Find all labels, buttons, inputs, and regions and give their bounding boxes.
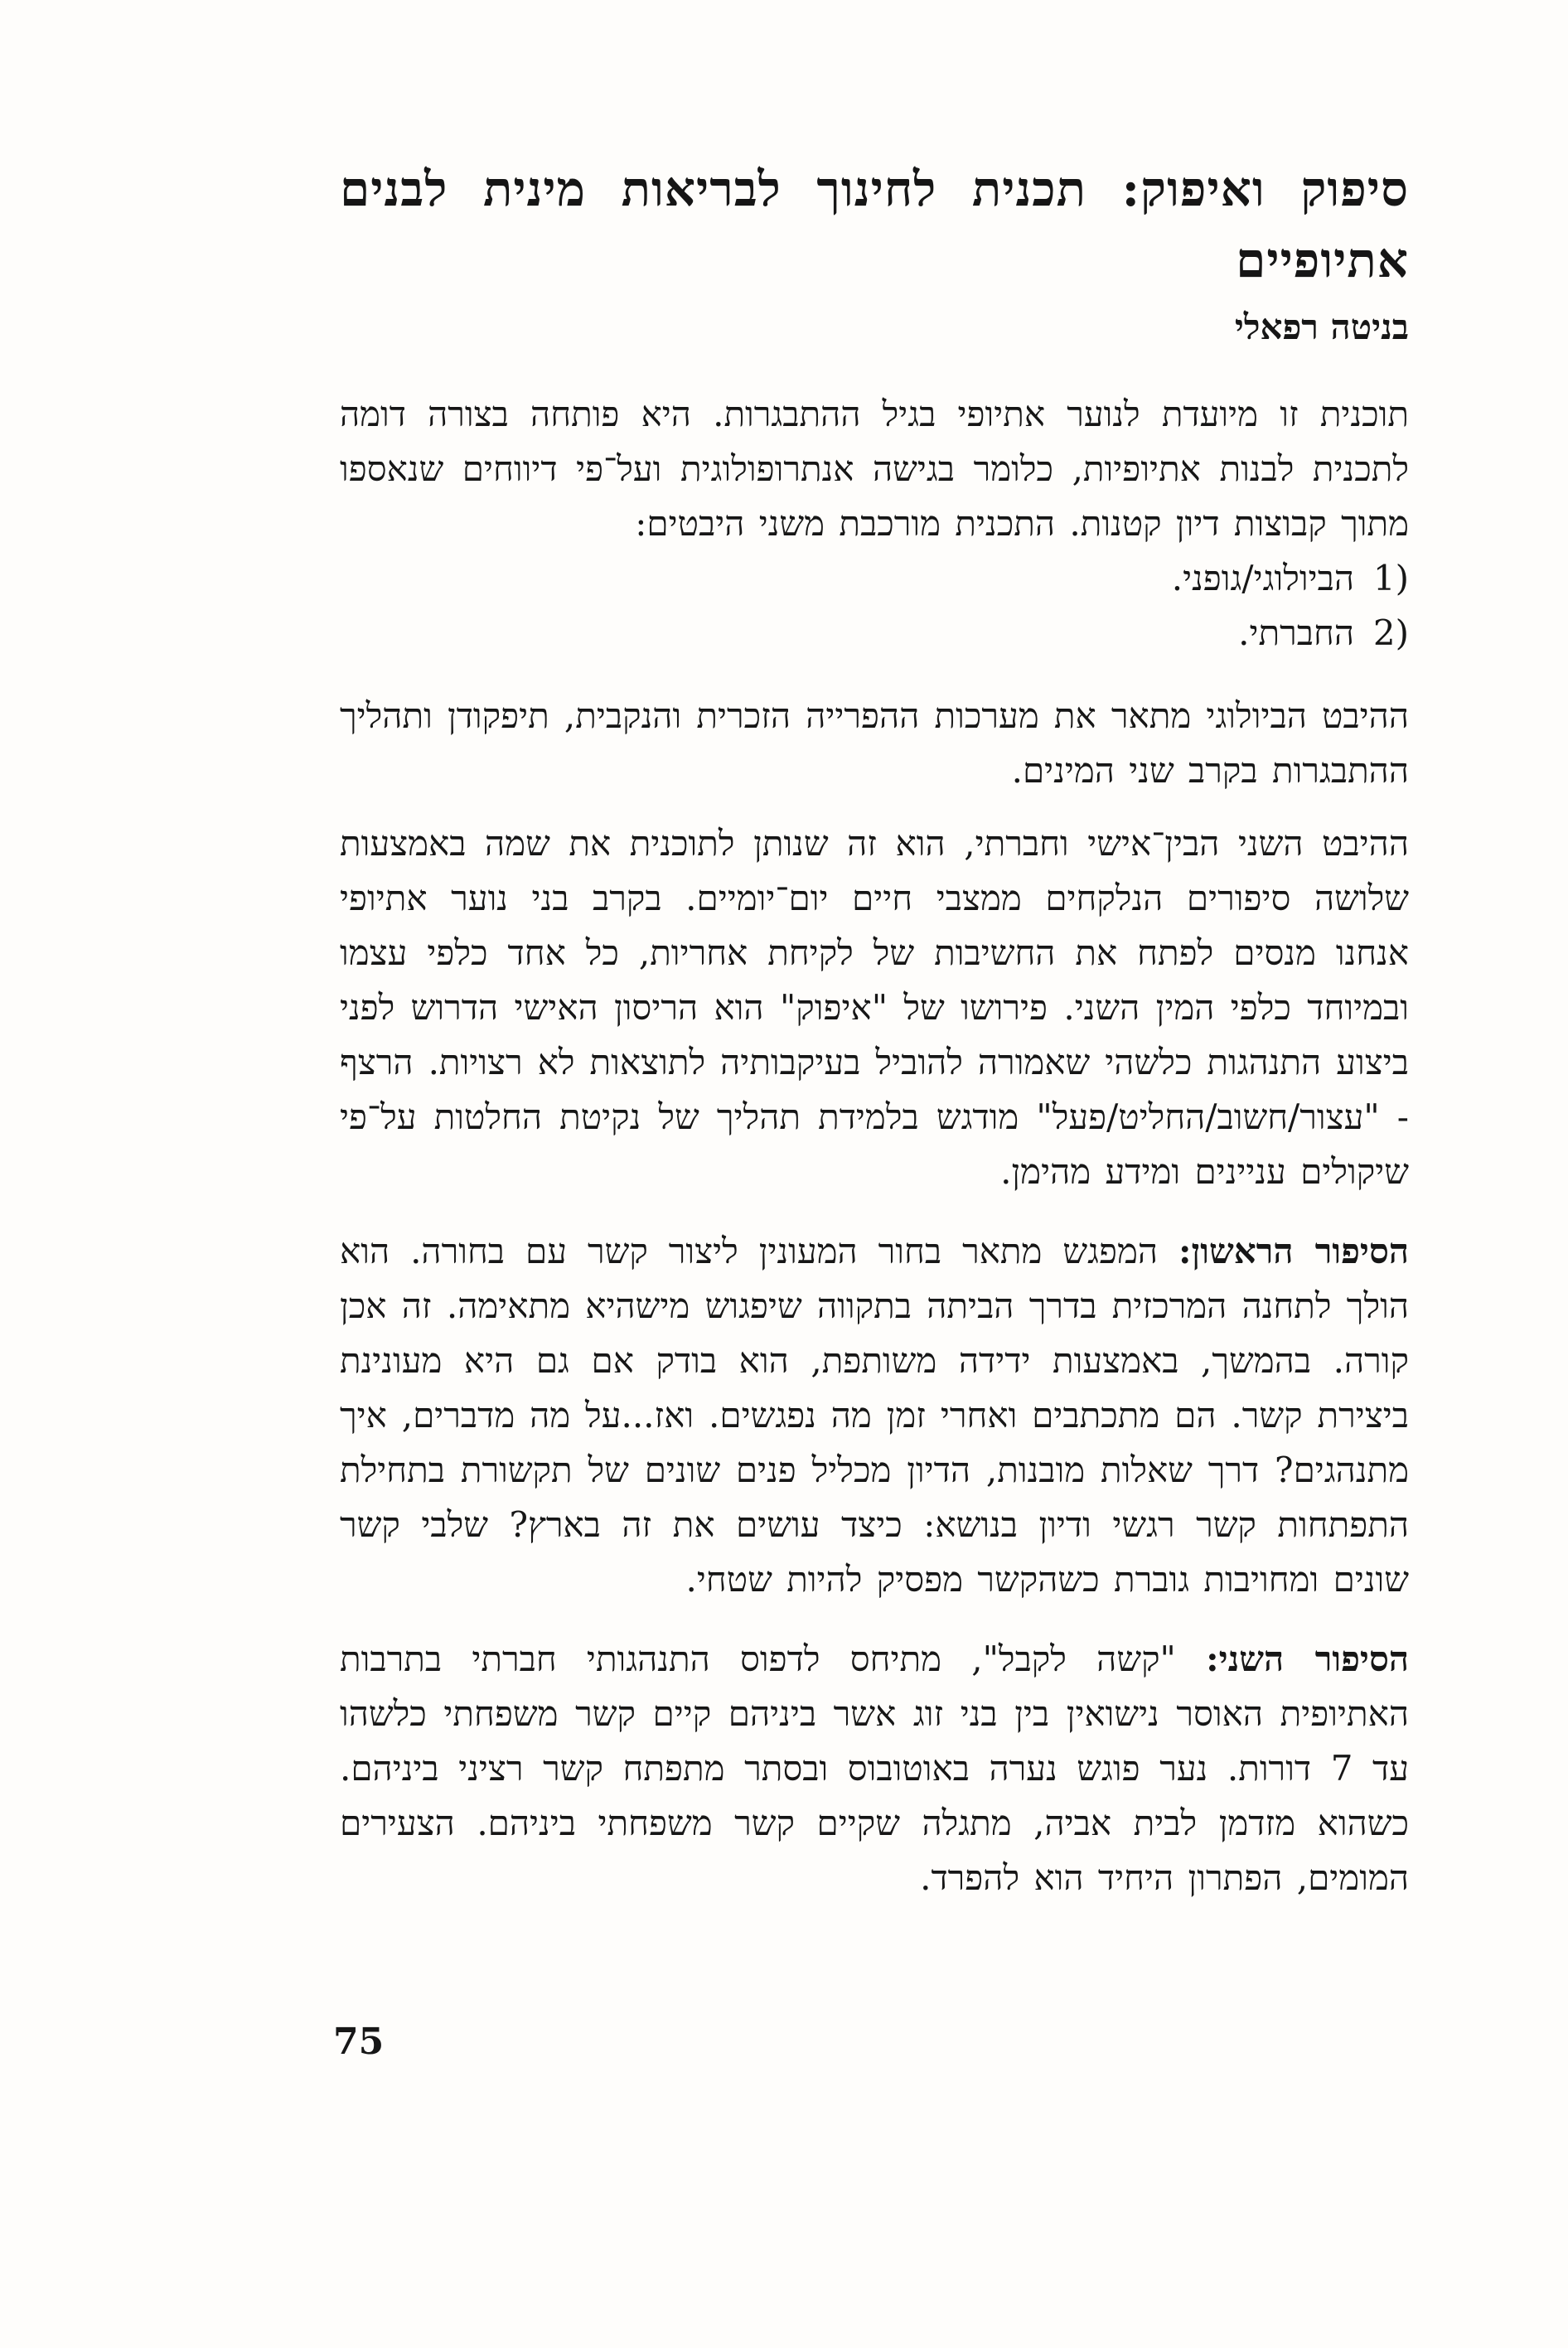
aspect-item [340, 606, 1409, 661]
article-title: סיפוק ואיפוק: תכנית לחינוך לבריאות מינית לבנים אתיופיים [340, 161, 1409, 288]
story-two-text: "קשה לקבל", מתיחס לדפוס התנהגותי חברתי בתרבות האתיופית האוסר נישואין בין בני זוג אשר ביניהם קיים קשר משפחתי כלשהו עד 7 דורות. נער פוגש נערה באוטובוס ובסתר מתפתח קשר רציני ביניהם. כשהוא מזדמן לבית אביה, מתגלה שקיים קשר משפחתי ביניהם. הצעירים המומים, הפתרון היחיד הוא להפרד. [340, 1639, 1409, 1898]
story-one-label: הסיפור הראשון: [1178, 1231, 1409, 1271]
story-two-label: הסיפור השני: [1206, 1639, 1409, 1679]
aspect-label: החברתי. [1238, 612, 1354, 653]
aspect-item [340, 551, 1409, 606]
article-author: בניטה רפאלי [1234, 307, 1409, 347]
intro-paragraph: תוכנית זו מיועדת לנוער אתיופי בגיל ההתבגרות. היא פותחה בצורה דומה לתכנית לבנות אתיופיות, כלומר בגישה אנתרופולוגית ועל־פי דיווחים שנאספו מתוך קבוצות דיון קטנות. התכנית מורכבת משני היבטים: [340, 394, 1409, 544]
social-paragraph: ההיבט השני הבין־אישי וחברתי, הוא זה שנותן לתוכנית את שמה באמצעות שלושה סיפורים הנלקחים ממצבי חיים יום־יומיים. בקרב בני נוער אתיופי אנחנו מנסים לפתח את החשיבות של לקיחת אחריות, כל אחד כלפי עצמו ובמיוחד כלפי המין השני. פירושו של "איפוק" הוא הריסון האישי הדרוש לפני ביצוע התנהגות כלשהי שאמורה להוביל בעיקבותיה לתוצאות לא רצויות. הרצף - "עצור/חשוב/החליט/פעל" מודגש בלמידת תהליך של נקיטת החלטות על־פי שיקולים עניינים ומידע מהימן. [340, 823, 1409, 1192]
story-two-paragraph [340, 1632, 1409, 1905]
story-one-paragraph [340, 1224, 1409, 1607]
article-body [340, 153, 1409, 1905]
biological-paragraph: ההיבט הביולוגי מתאר את מערכות ההפרייה הזכרית והנקבית, תיפקודן ותהליך ההתבגרות בקרב שני המינים. [340, 695, 1409, 791]
aspects-list [340, 551, 1409, 661]
aspect-number: 1) [1372, 558, 1409, 598]
aspect-number: 2) [1372, 612, 1409, 653]
story-one-text: המפגש מתאר בחור המעונין ליצור קשר עם בחורה. הוא הולך לתחנה המרכזית בדרך הביתה בתקווה שיפגוש מישהיא מתאימה. זה אכן קורה. בהמשך, באמצעות ידידה משותפת, הוא בודק אם גם היא מעונינת ביצירת קשר. הם מתכתבים ואחרי זמן מה נפגשים. ואז...על מה מדברים, איך מתנהגים? דרך שאלות מובנות, הדיון מכליל פנים שונים של תקשורת בתחילת התפתחות קשר רגשי ודיון בנושא: כיצד עושים את זה בארץ? שלבי קשר שונים ומחויבות גוברת כשהקשר מפסיק להיות שטחי. [340, 1231, 1409, 1600]
aspect-label: הביולוגי/גופני. [1171, 558, 1354, 598]
page-number: 75 [333, 2021, 385, 2063]
